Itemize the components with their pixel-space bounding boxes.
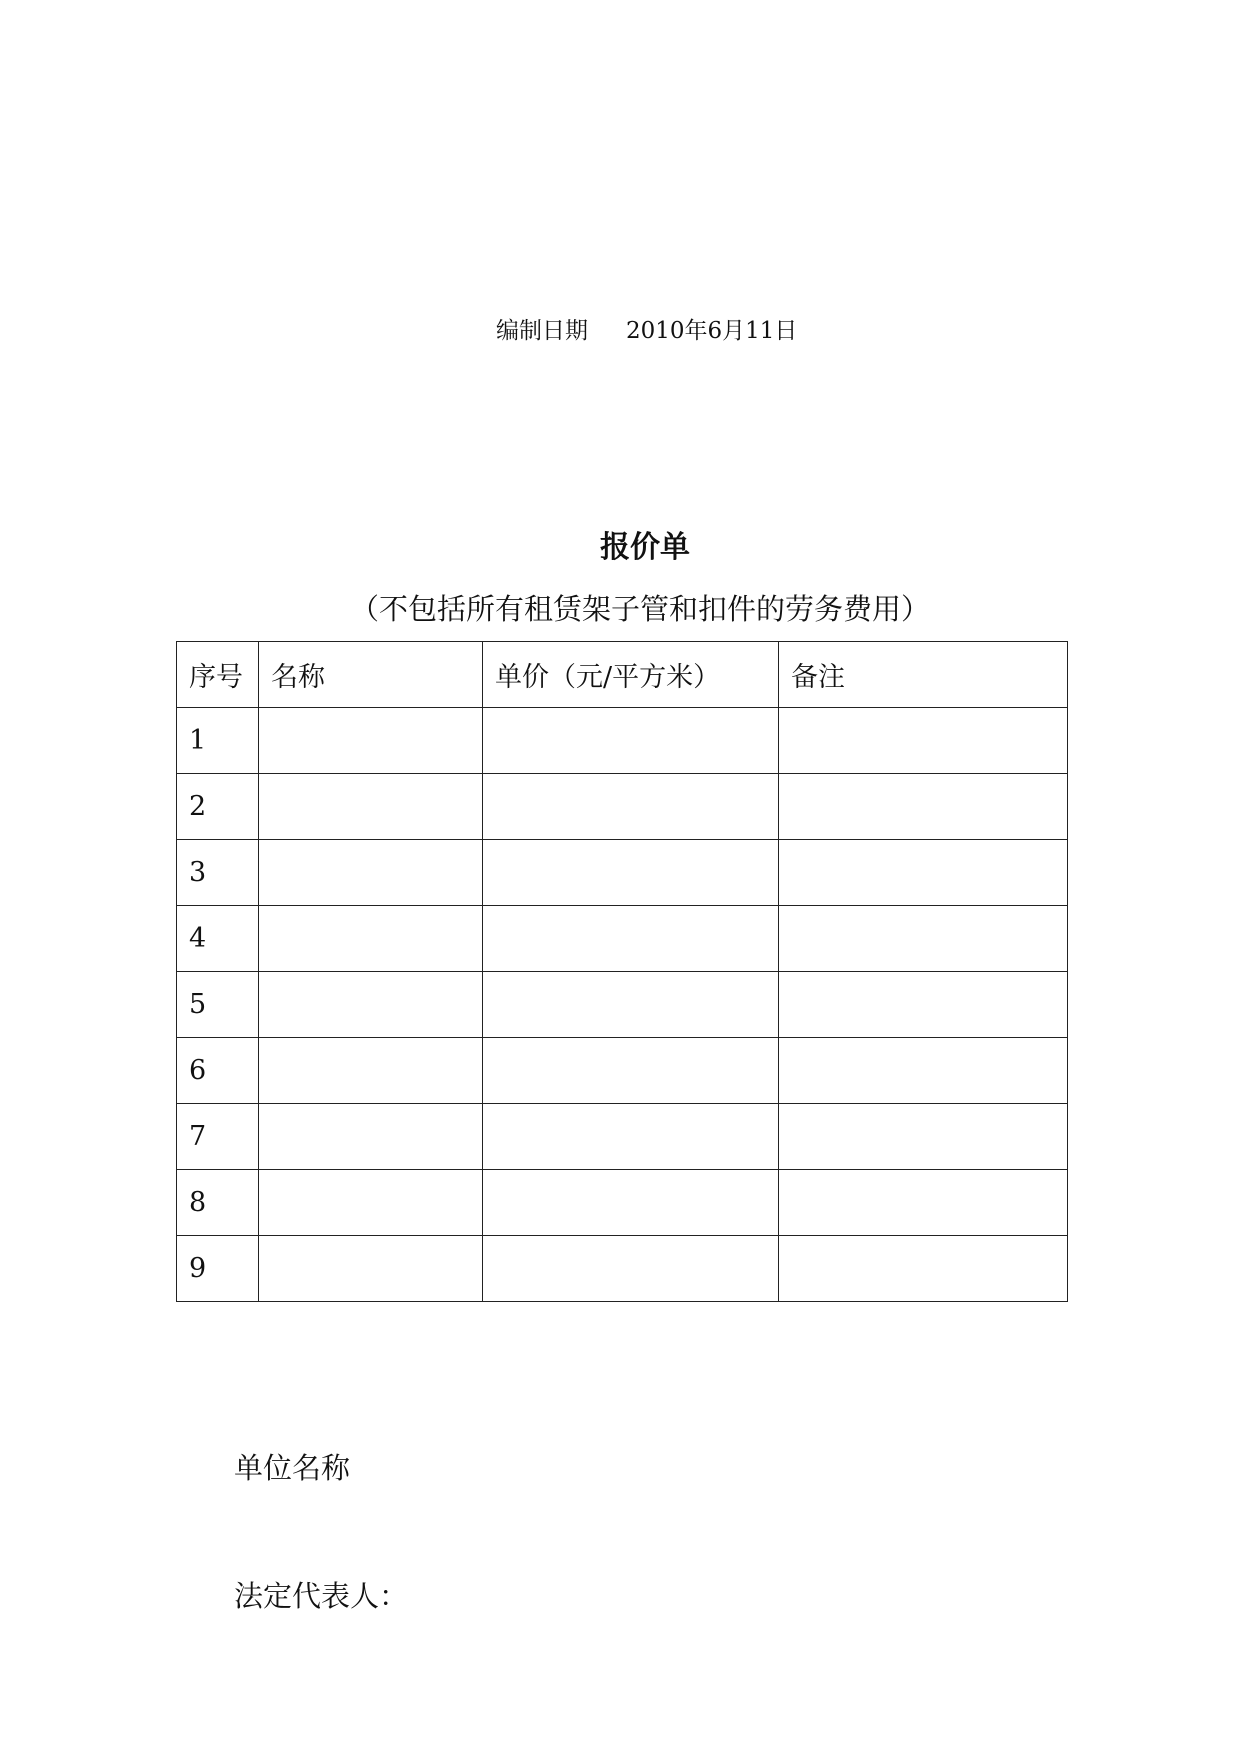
compile-date-value: 2010年6月11日	[626, 318, 798, 344]
cell-remark[interactable]	[779, 1104, 1068, 1170]
cell-price[interactable]	[483, 1104, 779, 1170]
column-header-number: 序号	[177, 642, 259, 708]
cell-number: 4	[177, 906, 259, 972]
cell-name[interactable]	[259, 1104, 483, 1170]
document-subtitle: （不包括所有租赁架子管和扣件的劳务费用）	[350, 592, 931, 626]
cell-name[interactable]	[259, 1038, 483, 1104]
cell-number: 1	[177, 708, 259, 774]
compile-date-label: 编制日期	[496, 318, 588, 344]
cell-remark[interactable]	[779, 906, 1068, 972]
cell-remark[interactable]	[779, 1236, 1068, 1302]
cell-remark[interactable]	[779, 708, 1068, 774]
cell-name[interactable]	[259, 708, 483, 774]
table-row	[177, 840, 1068, 906]
cell-price[interactable]	[483, 1170, 779, 1236]
table-row	[177, 708, 1068, 774]
cell-name[interactable]	[259, 774, 483, 840]
cell-name[interactable]	[259, 906, 483, 972]
cell-name[interactable]	[259, 1236, 483, 1302]
cell-remark[interactable]	[779, 1170, 1068, 1236]
cell-price[interactable]	[483, 906, 779, 972]
cell-price[interactable]	[483, 774, 779, 840]
legal-representative-label: 法定代表人：	[234, 1579, 409, 1613]
cell-number: 5	[177, 972, 259, 1038]
column-header-unit-price: 单价（元/平方米）	[483, 642, 779, 708]
cell-number: 6	[177, 1038, 259, 1104]
cell-remark[interactable]	[779, 774, 1068, 840]
table-row	[177, 1236, 1068, 1302]
cell-price[interactable]	[483, 1038, 779, 1104]
cell-price[interactable]	[483, 972, 779, 1038]
cell-name[interactable]	[259, 1170, 483, 1236]
cell-number: 3	[177, 840, 259, 906]
cell-number: 8	[177, 1170, 259, 1236]
table-row	[177, 774, 1068, 840]
cell-price[interactable]	[483, 708, 779, 774]
compile-date-line	[496, 312, 797, 345]
cell-price[interactable]	[483, 1236, 779, 1302]
cell-number: 2	[177, 774, 259, 840]
document-title: 报价单	[600, 530, 690, 565]
cell-price[interactable]	[483, 840, 779, 906]
cell-number: 7	[177, 1104, 259, 1170]
cell-remark[interactable]	[779, 972, 1068, 1038]
cell-remark[interactable]	[779, 1038, 1068, 1104]
table-row	[177, 972, 1068, 1038]
table-header-row	[177, 642, 1068, 708]
cell-name[interactable]	[259, 972, 483, 1038]
table-row	[177, 1170, 1068, 1236]
table-row	[177, 906, 1068, 972]
table-row	[177, 1104, 1068, 1170]
column-header-name: 名称	[259, 642, 483, 708]
cell-number: 9	[177, 1236, 259, 1302]
cell-name[interactable]	[259, 840, 483, 906]
cell-remark[interactable]	[779, 840, 1068, 906]
column-header-remark: 备注	[779, 642, 1068, 708]
table-row	[177, 1038, 1068, 1104]
quotation-table	[176, 641, 1068, 1302]
company-name-label: 单位名称	[234, 1451, 351, 1485]
